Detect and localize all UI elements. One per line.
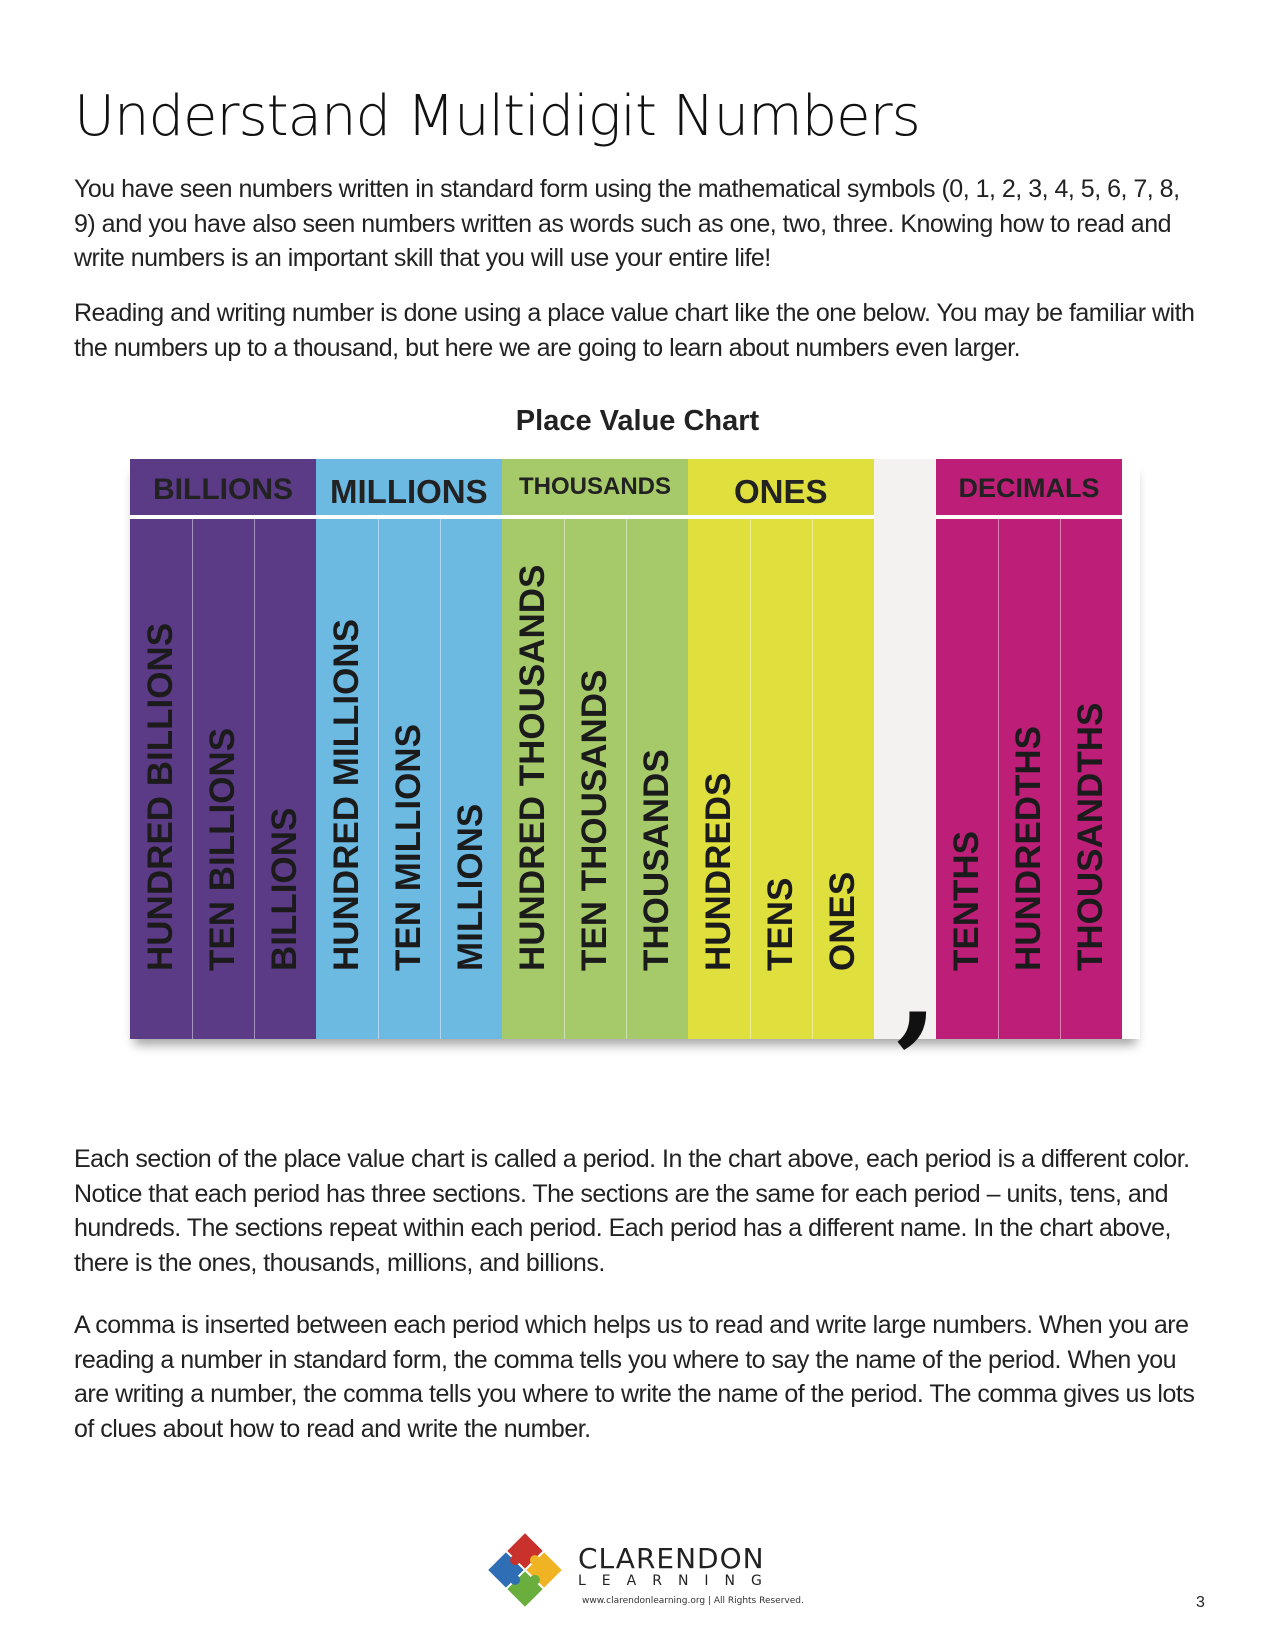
place-column [254, 459, 316, 1039]
place-column [688, 459, 750, 1039]
place-label: TENS [761, 877, 800, 971]
header-underline [688, 515, 874, 519]
place-label: MILLIONS [451, 803, 490, 971]
place-label: ONES [823, 871, 862, 971]
place-label: BILLIONS [265, 807, 304, 971]
column-divider [378, 519, 379, 1039]
period-name: ONES [734, 473, 828, 510]
header-underline [502, 515, 688, 519]
period-name: DECIMALS [958, 473, 1100, 503]
header-underline [316, 515, 502, 519]
place-label: TEN THOUSANDS [575, 669, 614, 971]
comma-paragraph: A comma is inserted between each period which helps us to read and write large numbers. When you are reading a number in standard form, the comma tells you where to say the name of the period. When you are writing a number, the comma tells you where to write the name of the period. The comma gives us lots of clues about how to read and write the number. [74, 1311, 1195, 1443]
place-column [440, 459, 502, 1039]
place-column [192, 459, 254, 1039]
chart-title: Place Value Chart [515, 405, 760, 437]
period-name: BILLIONS [153, 473, 293, 506]
place-label: THOUSANDTHS [1071, 702, 1110, 971]
period-name: MILLIONS [330, 473, 488, 510]
column-divider [812, 519, 813, 1039]
header-underline [130, 515, 316, 519]
place-column [626, 459, 688, 1039]
brand-name: CLARENDON [578, 1542, 765, 1575]
place-label: TEN MILLIONS [389, 724, 428, 971]
brand-url: www.clarendonlearning.org | All Rights Reserved. [582, 1596, 804, 1606]
page-title: Understand Multidigit Numbers [74, 84, 920, 149]
place-value-paragraph: Reading and writing number is done using a place value chart like the one below. You may be familiar with the numbers up to a thousand, but here we are going to learn about numbers even larger. [74, 299, 1195, 362]
period-name: THOUSANDS [519, 473, 672, 500]
place-column [1060, 459, 1122, 1039]
place-column [130, 459, 192, 1039]
place-label: HUNDREDS [699, 772, 738, 971]
place-label: HUNDRED MILLIONS [327, 619, 366, 971]
column-divider [254, 519, 255, 1039]
comma-symbol: , [896, 918, 938, 1059]
column-divider [626, 519, 627, 1039]
place-label: TENTHS [947, 831, 986, 971]
column-divider [192, 519, 193, 1039]
place-label: TEN BILLIONS [203, 727, 242, 971]
place-column [378, 459, 440, 1039]
place-label: HUNDRED THOUSANDS [513, 564, 552, 971]
place-column [750, 459, 812, 1039]
column-divider [564, 519, 565, 1039]
place-column [936, 459, 998, 1039]
place-label: HUNDRED BILLIONS [141, 622, 180, 971]
place-label: THOUSANDS [637, 749, 676, 971]
period-paragraph: Each section of the place value chart is called a period. In the chart above, each period is a different color. Notice that each period has three sections. The sections are the same for each period – units, tens, and hundreds. The sections repeat within each period. Each period has a different name. In the chart above, there is the ones, thousands, millions, and billions. [74, 1145, 1190, 1277]
page-number: 3 [1196, 1594, 1205, 1611]
clarendon-logo-icon [485, 1530, 565, 1610]
brand-subtitle: LEARNING [578, 1573, 778, 1589]
place-column [812, 459, 874, 1039]
column-divider [1060, 519, 1061, 1039]
intro-paragraph: You have seen numbers written in standard form using the mathematical symbols (0, 1, 2, 3, 4, 5, 6, 7, 8, 9) and you have also seen numbers written as words such as one, two, three. Knowing how to read and write numbers is an important skill that you will use your entire life! [74, 175, 1180, 272]
column-divider [750, 519, 751, 1039]
column-divider [440, 519, 441, 1039]
place-column [316, 459, 378, 1039]
place-column [502, 459, 564, 1039]
column-divider [998, 519, 999, 1039]
header-underline [936, 515, 1122, 519]
place-column [564, 459, 626, 1039]
place-label: HUNDREDTHS [1009, 726, 1048, 971]
place-value-chart [130, 459, 1140, 1059]
place-column [998, 459, 1060, 1039]
